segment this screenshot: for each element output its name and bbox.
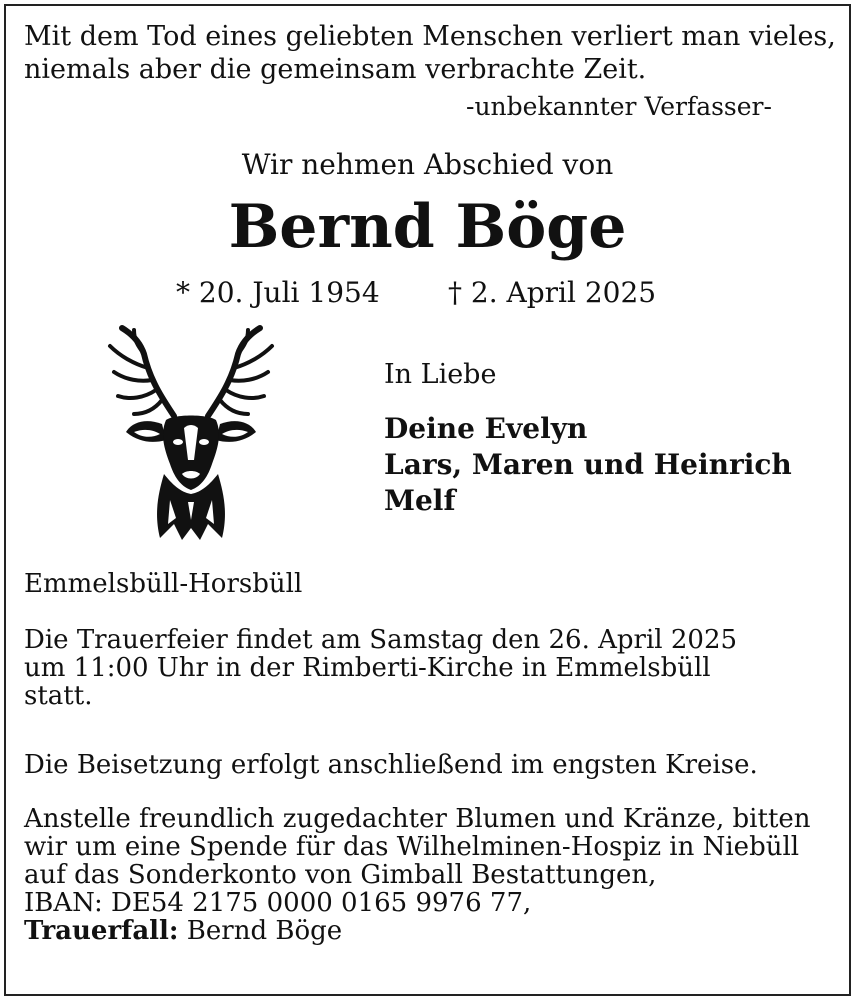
case-reference bbox=[24, 917, 811, 945]
quote bbox=[24, 20, 836, 86]
case-label: Trauerfall: bbox=[24, 916, 179, 946]
quote-line-1: Mit dem Tod eines geliebten Menschen verliert man vieles, bbox=[24, 21, 836, 52]
donation-info bbox=[24, 805, 811, 945]
mourner-name: Lars, Maren und Heinrich bbox=[384, 448, 792, 481]
mourner-name: Melf bbox=[384, 484, 456, 517]
donation-line-1: Anstelle freundlich zugedachter Blumen und Kränze, bitten bbox=[24, 804, 811, 834]
mourner-name: Deine Evelyn bbox=[384, 412, 588, 445]
ceremony-line-3: statt. bbox=[24, 681, 93, 711]
quote-author: -unbekannter Verfasser- bbox=[466, 92, 772, 121]
ceremony-line-2: um 11:00 Uhr in der Rimberti-Kirche in Emmelsbüll bbox=[24, 653, 711, 683]
death-date: † 2. April 2025 bbox=[448, 276, 657, 309]
burial-info: Die Beisetzung erfolgt anschließend im engsten Kreise. bbox=[24, 750, 758, 780]
farewell-intro: Wir nehmen Abschied von bbox=[241, 148, 614, 181]
case-value: Bernd Böge bbox=[178, 916, 343, 946]
deceased-name: Bernd Böge bbox=[228, 192, 627, 262]
ceremony-info bbox=[24, 626, 737, 710]
quote-line-2: niemals aber die gemeinsam verbrachte Zeit. bbox=[24, 54, 647, 85]
ceremony-line-1: Die Trauerfeier findet am Samstag den 26. April 2025 bbox=[24, 625, 738, 655]
donation-line-2: wir um eine Spende für das Wilhelminen-Hospiz in Niebüll bbox=[24, 832, 800, 862]
location: Emmelsbüll-Horsbüll bbox=[24, 569, 303, 599]
stag-head-icon bbox=[104, 324, 278, 546]
mourners-intro: In Liebe bbox=[384, 359, 497, 390]
donation-line-3: auf das Sonderkonto von Gimball Bestattungen, bbox=[24, 860, 657, 890]
mourners-list bbox=[384, 411, 792, 519]
iban: IBAN: DE54 2175 0000 0165 9976 77, bbox=[24, 888, 532, 918]
birth-date: * 20. Juli 1954 bbox=[176, 276, 380, 309]
